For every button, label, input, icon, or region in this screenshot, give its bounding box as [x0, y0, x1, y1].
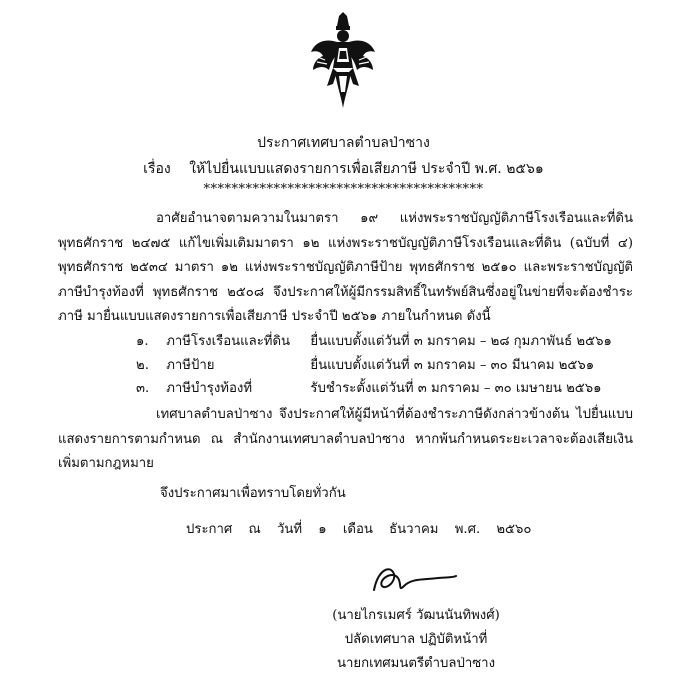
signatory-position-2: นายกเทศมนตรีตำบลป่าซาง — [336, 656, 496, 671]
handwritten-signature-icon — [368, 560, 458, 600]
signatory-position-1: ปลัดเทศบาล ปฏิบัติหน้าที่ — [344, 632, 488, 647]
list-item — [136, 354, 612, 378]
list-item — [136, 330, 612, 354]
date-announced-word: ประกาศ — [186, 522, 233, 537]
item-tax-name: ภาษีป้าย — [166, 357, 215, 373]
date-year: ๒๕๖๐ — [496, 522, 532, 537]
date-day: ๑ — [318, 522, 327, 537]
subject-label: เรื่อง — [143, 161, 171, 177]
document-title: ประกาศเทศบาลตำบลป่าซาง — [257, 135, 430, 151]
tax-schedule-list — [136, 330, 612, 401]
date-at-word: ณ — [248, 522, 261, 537]
item-number: ๓. — [136, 381, 150, 396]
date-month: ธันวาคม — [389, 522, 439, 537]
item-dates: รับชำระตั้งแต่วันที่ ๓ มกราคม – ๓๐ เมษายน ๒๕๖๑ — [310, 381, 602, 396]
list-item — [136, 377, 612, 401]
date-month-label: เดือน — [342, 522, 373, 537]
announcement-date — [186, 518, 543, 539]
date-day-label: วันที่ — [276, 522, 303, 537]
notice-statement: จึงประกาศมาเพื่อทราบโดยทั่วกัน — [160, 486, 346, 501]
document-subject — [0, 158, 687, 180]
date-year-label: พ.ศ. — [454, 522, 481, 537]
signatory-block — [296, 604, 536, 676]
item-tax-name: ภาษีบำรุงท้องที่ — [166, 381, 253, 396]
item-dates: ยื่นแบบตั้งแต่วันที่ ๓ มกราคม – ๒๘ กุมภาพันธ์ ๒๕๖๑ — [310, 334, 612, 349]
divider-stars: **************************************** — [203, 182, 484, 197]
item-number: ๒. — [136, 357, 149, 373]
signatory-name: (นายไกรเมศร์ วัฒนนันทิพงศ์) — [332, 608, 500, 623]
body-paragraph-1: อาศัยอำนาจตามความในมาตรา ๑๙ แห่งพระราชบัญญัติภาษีโรงเรือนและที่ดิน พุทธศักราช ๒๔๗๕ แก้ไขเพิ่มเติมมาตรา ๑๒ แห่งพระราชบัญญัติภาษีโรงเรือนและที่ดิน (ฉบับที่ ๔) พุทธศักราช ๒๕๓๔ มาตรา ๑๒ แห่งพระราชบัญญัติภาษีป้าย พุทธศักราช ๒๕๑๐ และพระราชบัญญัติภาษีบำรุงท้องที่ พุทธศักราช ๒๕๐๘ จึงประกาศให้ผู้มีกรรมสิทธิ์ในทรัพย์สินซึ่งอยู่ในข่ายที่จะต้องชำระภาษี มายื่นแบบแสดงรายการเพื่อเสียภาษี ประจำปี ๒๕๖๑ ภายในกำหนด ดังนี้ — [58, 211, 633, 324]
item-tax-name: ภาษีโรงเรือนและที่ดิน — [166, 334, 291, 349]
item-number: ๑. — [136, 334, 149, 349]
item-dates: ยื่นแบบตั้งแต่วันที่ ๓ มกราคม – ๓๐ มีนาคม ๒๕๖๑ — [310, 357, 595, 373]
body-paragraph-2: เทศบาลตำบลป่าซาง จึงประกาศให้ผู้มีหน้าที่ต้องชำระภาษีดังกล่าวข้างต้น ไปยื่นแบบแสดงรายการตามกำหนด ณ สำนักงานเทศบาลตำบลป่าซาง หากพ้นกำหนดระยะเวลาจะต้องเสียเงินเพิ่มตามกฎหมาย — [58, 407, 633, 471]
subject-text: ให้ไปยื่นแบบแสดงรายการเพื่อเสียภาษี ประจำปี พ.ศ. ๒๕๖๑ — [189, 161, 544, 177]
garuda-emblem-icon — [309, 12, 377, 108]
